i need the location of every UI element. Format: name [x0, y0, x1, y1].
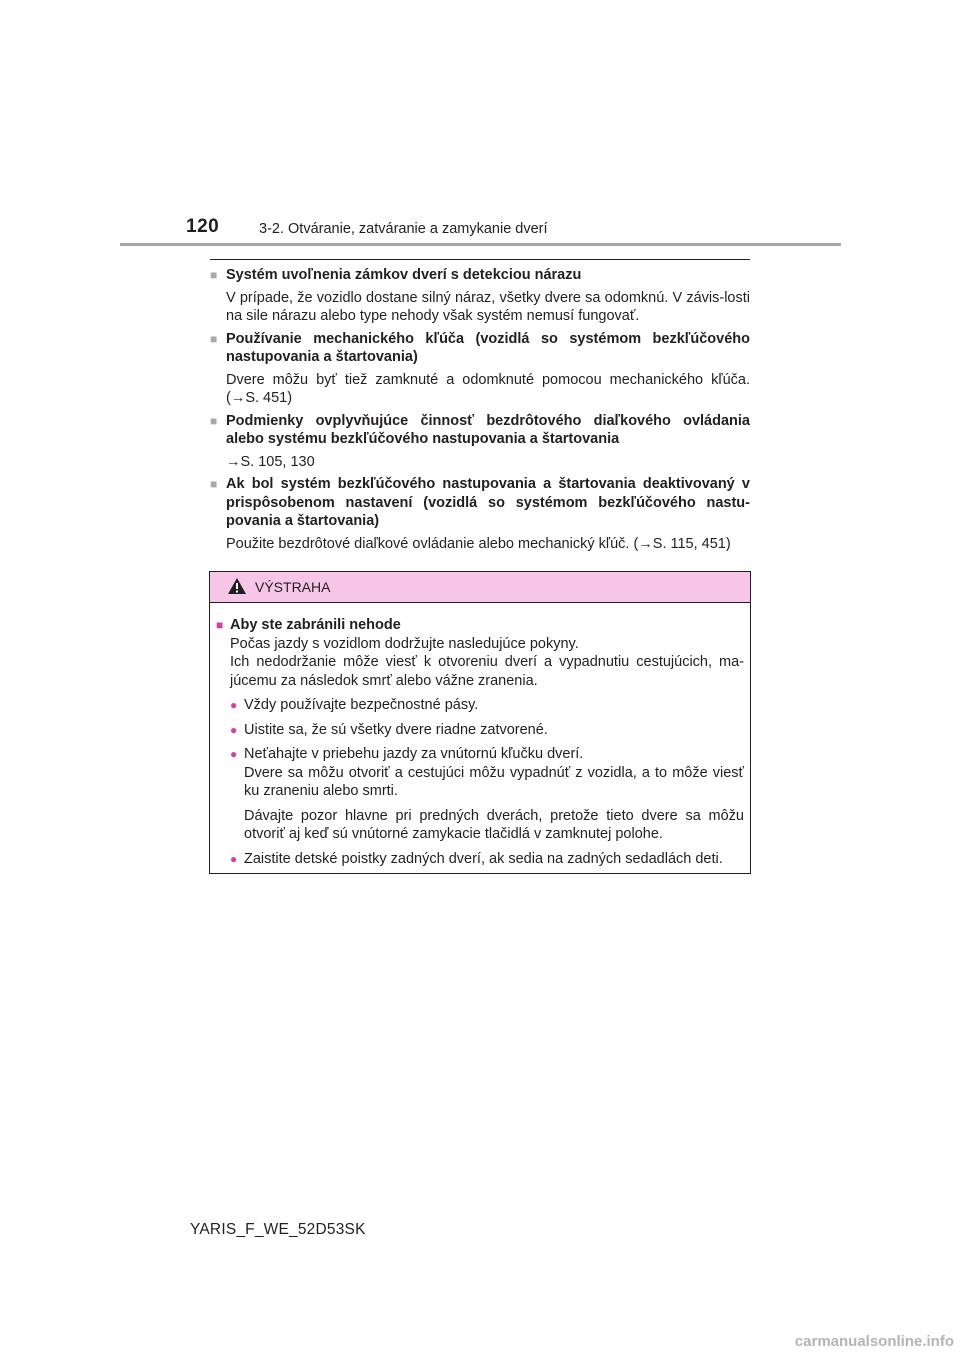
bullet-text: Vždy používajte bezpečnostné pásy.: [244, 697, 479, 713]
info-item: [210, 475, 750, 553]
warning-heading: Aby ste zabránili nehode: [230, 617, 401, 633]
dot-icon: ●: [230, 747, 238, 761]
info-item: [210, 330, 750, 408]
page-number: 120: [186, 216, 220, 237]
document-code: YARIS_F_WE_52D53SK: [190, 1221, 366, 1238]
bullet-text: Zaistite detské poistky zadných dverí, ak sedia na zadných sedadlách deti.: [244, 850, 723, 867]
section-title: 3-2. Otváranie, zatváranie a zamykanie dverí: [259, 221, 548, 237]
page-header: [0, 0, 960, 250]
dot-icon: ●: [230, 722, 238, 737]
warning-intro: Počas jazdy s vozidlom dodržujte nasledujúce pokyny.: [230, 635, 579, 652]
header-divider: [120, 243, 841, 246]
warning-body: [210, 603, 750, 868]
item-body: →S. 105, 130: [226, 453, 315, 470]
square-icon: ■: [216, 618, 224, 632]
dot-icon: ●: [230, 851, 238, 866]
item-heading: Systém uvoľnenia zámkov dverí s detekciou nárazu: [226, 267, 582, 283]
square-icon: ■: [210, 413, 218, 428]
list-item: [216, 721, 744, 740]
bullet-text: Uistite sa, že sú všetky dvere riadne zatvorené.: [244, 721, 548, 738]
list-item: [216, 850, 744, 869]
item-body: Dvere môžu byť tiež zamknuté a odomknuté pomocou mechanického kľúča. (→S. 451): [226, 371, 750, 406]
warning-intro: Ich nedodržanie môže viesť k otvoreniu dverí a vypadnutiu cestujúcich, ma-júcemu za následok smrť alebo vážne zranenia.: [230, 654, 744, 689]
item-heading: Ak bol systém bezkľúčového nastupovania a štartovania deaktivovaný v prispôsobenom nastavení (vozidlá so systémom bezkľúčového nastu-povania a štartovania): [226, 476, 750, 529]
square-icon: ■: [210, 477, 218, 491]
item-heading: Podmienky ovplyvňujúce činnosť bezdrôtového diaľkového ovládania alebo systému bezkľúčového nastupovania a štartovania: [226, 412, 750, 447]
dot-icon: ●: [230, 698, 238, 712]
content-divider: [210, 259, 750, 260]
watermark: carmanualsonline.info: [794, 1333, 954, 1350]
bullet-line: Neťahajte v priebehu jazdy za vnútornú kľučku dverí.: [244, 746, 584, 762]
item-body: V prípade, že vozidlo dostane silný náraz, všetky dvere sa odomknú. V závis-losti na sile nárazu alebo type nehody však systém nemusí fungovať.: [226, 289, 750, 324]
warning-box: [209, 571, 751, 874]
square-icon: ■: [210, 268, 218, 282]
warning-label: VÝSTRAHA: [255, 579, 331, 595]
bullet-detail: Dvere sa môžu otvoriť a cestujúci môžu vypadnúť z vozidla, a to môže viesť ku zraneniu alebo smrti.: [244, 764, 744, 799]
warning-triangle-icon: [227, 577, 247, 595]
bullet-text: [244, 745, 744, 801]
list-item: [216, 745, 744, 801]
info-item: [210, 412, 750, 472]
bullet-detail: Dávajte pozor hlavne pri predných dverách, pretože tieto dvere sa môžu otvoriť aj keď sú vnútorné zamykacie tlačidlá v zamknutej polohe.: [244, 807, 744, 842]
warning-header: [210, 572, 750, 603]
list-item: [216, 696, 744, 715]
item-heading: Používanie mechanického kľúča (vozidlá so systémom bezkľúčového nastupovania a štartovania): [226, 330, 750, 365]
item-body: Použite bezdrôtové diaľkové ovládanie alebo mechanický kľúč. (→S. 115, 451): [226, 535, 731, 552]
info-item: [210, 266, 750, 326]
square-icon: ■: [210, 331, 218, 346]
content: [210, 266, 750, 557]
